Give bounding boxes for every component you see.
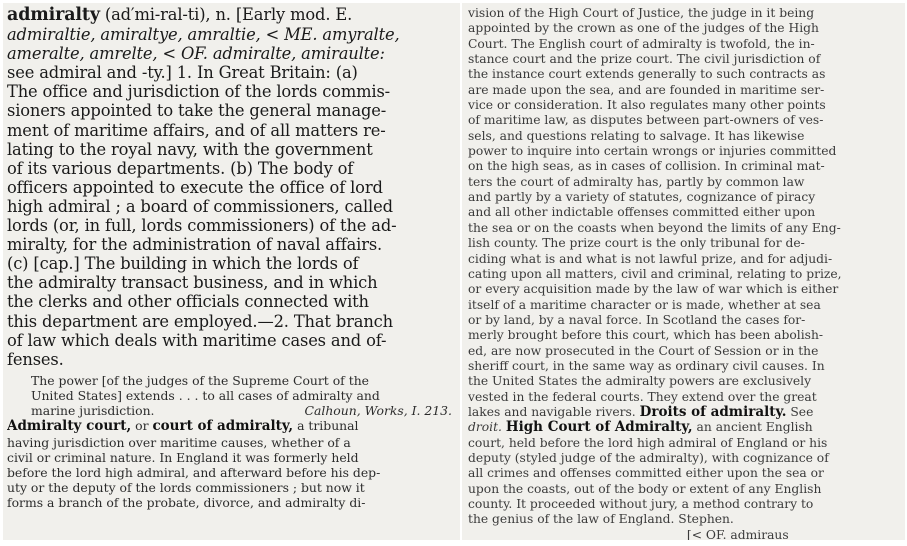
entry-line: miralty, for the administration of naval affairs. [7,235,383,255]
subentry-line: Admiralty court, or court of admiralty, a tribunal [7,418,359,435]
text-line: lakes and navigable rivers. Droits of admiralty. See [468,404,814,420]
entry-line: the admiralty transact business, and in which [7,273,378,293]
text-line: Court. The English court of admiralty is twofold, the in- [468,36,815,51]
subentry-line: civil or criminal nature. In England it was formerly held [7,449,359,465]
text-line: the instance court extends generally to such contracts as [468,67,826,82]
entry-line: the clerks and other officials connected with [7,292,369,312]
high-court-of-admiralty-head: High Court of Admiralty, [505,420,693,436]
entry-line: fenses. [7,349,64,369]
entry-line: of its various departments. (b) The body of [7,158,354,178]
entry-line: of law which deals with maritime cases and of- [7,330,387,350]
entry-line: high admiral ; a board of commissioners, called [7,196,393,216]
text-line: all crimes and offenses committed either upon the sea or [468,466,824,481]
citation-source: Calhoun, Works, I. 213. [304,403,452,419]
subentry-line: before the lord high admiral, and afterward before his dep- [7,465,381,480]
text-line: vested in the federal courts. They extend over the great [468,389,817,404]
text-line: or by land, by a naval force. In Scotland the cases for- [468,312,806,327]
entry-line: The office and jurisdiction of the lords commis- [7,82,391,102]
entry-line: admiraltie, amiraltye, amraltie, < ME. amyralte, [7,25,400,45]
text-line: on the high seas, as in cases of collision. In criminal mat- [468,159,825,174]
text-line: deputy (styled judge of the admiralty), with cognizance of [468,450,829,465]
text-line: lish county. The prize court is the only tribunal for de- [468,236,805,251]
text-line: or every acquisition made by the law of war which is either [468,282,839,297]
text-line: droit. High Court of Admiralty, an ancient English [468,420,813,436]
text-line: stance court and the prize court. The civil jurisdiction of [468,52,821,67]
text-line: vice or consideration. It also regulates many other points [468,98,826,113]
subentry-line: uty or the deputy of the lords commissioners ; but now it [7,480,365,496]
entry-line: lords (or, in full, lords commissioners) of the ad- [7,216,397,236]
text-line: sels, and questions relating to salvage. It has likewise [468,128,805,143]
continuation-text [462,3,905,540]
quote-line: The power [of the judges of the Supreme Court of the [31,372,370,388]
text-line: of maritime law, as disputes between part-owners of ves- [468,113,824,128]
quote-line: marine jurisdiction. Calhoun, Works, I. 213. [31,403,456,418]
entry-line: lating to the royal navy, with the government [7,139,373,159]
text-line: vision of the High Court of Justice, the judge in it being [468,6,815,20]
text-line: itself of a maritime character or is made, whether at sea [468,297,821,312]
citation-quote [3,369,460,419]
droits-of-admiralty-head: Droits of admiralty. [639,404,787,420]
text-line: county. It proceeded without jury, a method contrary to [468,497,814,511]
subentry-head-alt: court of admiralty, [152,418,294,435]
text-line: appointed by the crown as one of the judges of the High [468,21,819,36]
text-line: and partly by a variety of statutes, cognizance of piracy [468,190,816,205]
text-line: the genius of the law of England. Stephen. [468,512,734,527]
quote-line: United States] extends . . . to all cases of admiralty and [31,387,380,403]
subentry-head: Admiralty court, [7,418,132,435]
subentry-line: having jurisdiction over maritime causes, whether of a [7,434,351,450]
left-column [3,3,460,540]
text-line: ters the court of admiralty has, partly by common law [468,174,805,189]
entry-line: ment of maritime affairs, and of all matters re- [7,120,386,140]
text-line: sheriff court, in the same way as ordinary civil causes. In [468,358,825,373]
text-line: ciding what is and what is not lawful prize, and for adjudi- [468,251,833,266]
entry-line: see admiral and -ty.] 1. In Great Britain: (a) [7,63,358,83]
subentry-admiralty-court [3,418,460,510]
text-line: the United States the admiralty powers are exclusively [468,374,812,389]
subentry-line: forms a branch of the probate, divorce, and admiralty di- [7,495,366,511]
text-line: merly brought before this court, which has been abolish- [468,328,824,343]
text-line: and all other indictable offenses committed either upon [468,205,816,220]
entry-line: this department are employed.—2. That branch [7,311,393,331]
entry-admiralty [3,3,460,369]
text-line: cating upon all matters, civil and criminal, relating to prize, [468,266,842,281]
text-line: upon the coasts, out of the body or extent of any English [468,481,822,496]
headword: admiralty [7,5,100,25]
entry-line: admiralty (ad′mi-ral-ti), n. [Early mod. E. [7,5,353,25]
entry-line: ameralte, amrelte, < OF. admiralte, amiraulte: [7,44,385,64]
entry-line: sioners appointed to take the general manage- [7,101,387,121]
text-line: are made upon the sea, and are founded in maritime ser- [468,82,825,97]
text-line: ed, are now prosecuted in the Court of Session or in the [468,343,819,358]
entry-line: officers appointed to execute the office of lord [7,177,383,197]
right-column [462,3,905,540]
text-line: power to inquire into certain wrongs or injuries committed [468,144,837,159]
text-line-cutoff: [< OF. admiraus [468,527,789,540]
text-line: court, held before the lord high admiral of England or his [468,435,828,450]
entry-line: (c) [cap.] The building in which the lords of [7,254,359,274]
text-line: the sea or on the coasts when beyond the limits of any Eng- [468,220,841,235]
